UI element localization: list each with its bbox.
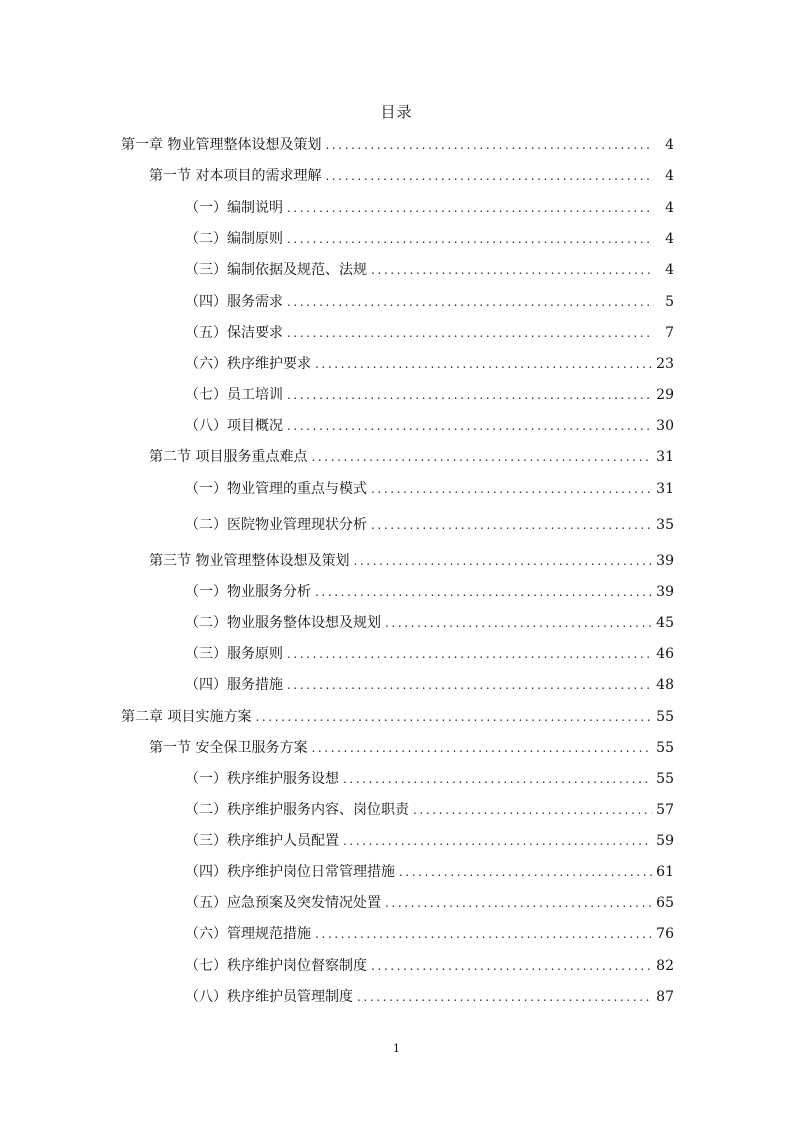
toc-entry-page-number: 61 (656, 864, 674, 880)
toc-entry-page-number: 55 (656, 771, 674, 787)
toc-subsection-entry[interactable] (185, 891, 674, 913)
toc-subsection-entry[interactable] (185, 673, 674, 695)
toc-dot-leader (287, 385, 652, 405)
toc-entry-page-number: 46 (656, 646, 674, 662)
toc-entry-label: （四）服务措施 (185, 677, 283, 693)
toc-subsection-entry[interactable] (185, 798, 674, 820)
toc-subsection-entry[interactable] (185, 922, 674, 944)
toc-entry-page-number: 30 (656, 418, 674, 434)
toc-subsection-entry[interactable] (185, 290, 674, 312)
page-number: 1 (393, 1042, 400, 1055)
toc-entry-label: 第一章 物业管理整体设想及策划 (121, 137, 322, 153)
toc-entry-page-number: 55 (656, 740, 674, 756)
toc-entry-label: 第一节 安全保卫服务方案 (149, 740, 308, 756)
toc-dot-leader (287, 416, 652, 436)
toc-section-entry[interactable] (149, 164, 674, 186)
toc-subsection-entry[interactable] (185, 321, 674, 343)
toc-dot-leader (353, 551, 652, 571)
toc-entry-page-number: 4 (665, 137, 674, 153)
toc-entry-page-number: 4 (665, 262, 674, 278)
toc-entry-page-number: 39 (656, 584, 674, 600)
toc-dot-leader (343, 769, 652, 789)
toc-entry-label: （六）秩序维护要求 (185, 356, 311, 372)
toc-dot-leader (311, 447, 652, 467)
toc-subsection-entry[interactable] (185, 580, 674, 602)
toc-entry-page-number: 5 (665, 294, 674, 310)
toc-dot-leader (315, 924, 652, 944)
toc-subsection-entry[interactable] (185, 352, 674, 374)
toc-entry-page-number: 48 (656, 677, 674, 693)
toc-entry-page-number: 59 (656, 833, 674, 849)
toc-entry-label: （二）物业服务整体设想及规划 (185, 615, 381, 631)
toc-subsection-entry[interactable] (185, 954, 674, 976)
toc-entry-page-number: 35 (656, 517, 674, 533)
toc-subsection-entry[interactable] (185, 860, 674, 882)
toc-entry-label: 第三节 物业管理整体设想及策划 (149, 553, 350, 569)
toc-subsection-entry[interactable] (185, 383, 674, 405)
toc-entry-label: （八）秩序维护员管理制度 (185, 989, 353, 1005)
toc-entry-label: （五）应急预案及突发情况处置 (185, 895, 381, 911)
toc-entry-page-number: 57 (656, 802, 674, 818)
toc-entry-label: （八）项目概况 (185, 418, 283, 434)
toc-subsection-entry[interactable] (185, 829, 674, 851)
toc-dot-leader (413, 800, 652, 820)
toc-dot-leader (385, 613, 652, 633)
toc-entry-label: （三）编制依据及规范、法规 (185, 262, 367, 278)
toc-entry-page-number: 87 (656, 989, 674, 1005)
toc-subsection-entry[interactable] (185, 196, 674, 218)
toc-subsection-entry[interactable] (185, 985, 674, 1007)
toc-entry-page-number: 65 (656, 895, 674, 911)
toc-subsection-entry[interactable] (185, 611, 674, 633)
toc-entry-page-number: 7 (665, 325, 674, 341)
toc-entry-label: （一）物业管理的重点与模式 (185, 481, 367, 497)
toc-entry-label: （三）服务原则 (185, 646, 283, 662)
toc-entry-page-number: 4 (665, 231, 674, 247)
toc-dot-leader (287, 292, 654, 312)
toc-entry-page-number: 29 (656, 387, 674, 403)
toc-entry-page-number: 55 (656, 709, 674, 725)
toc-chapter-entry[interactable] (121, 133, 674, 155)
toc-entry-label: 第二章 项目实施方案 (121, 709, 252, 725)
toc-dot-leader (287, 229, 654, 249)
toc-entry-label: （四）秩序维护岗位日常管理措施 (185, 864, 395, 880)
toc-dot-leader (371, 515, 652, 535)
toc-entry-label: （二）医院物业管理现状分析 (185, 517, 367, 533)
toc-subsection-entry[interactable] (185, 642, 674, 664)
toc-dot-leader (385, 893, 652, 913)
toc-entry-label: （七）秩序维护岗位督察制度 (185, 958, 367, 974)
toc-chapter-entry[interactable] (121, 705, 674, 727)
toc-section-entry[interactable] (149, 445, 674, 467)
toc-section-entry[interactable] (149, 736, 674, 758)
toc-subsection-entry[interactable] (185, 227, 674, 249)
toc-subsection-entry[interactable] (185, 513, 674, 535)
toc-dot-leader (371, 956, 652, 976)
toc-entry-label: （二）编制原则 (185, 231, 283, 247)
toc-entry-label: （六）管理规范措施 (185, 926, 311, 942)
toc-dot-leader (311, 738, 652, 758)
toc-dot-leader (343, 831, 652, 851)
toc-entry-label: （一）秩序维护服务设想 (185, 771, 339, 787)
toc-dot-leader (325, 166, 654, 186)
toc-dot-leader (255, 707, 652, 727)
toc-entry-label: 第一节 对本项目的需求理解 (149, 168, 322, 184)
toc-entry-label: （二）秩序维护服务内容、岗位职责 (185, 802, 409, 818)
toc-entry-page-number: 45 (656, 615, 674, 631)
toc-entry-page-number: 23 (656, 356, 674, 372)
toc-entry-page-number: 76 (656, 926, 674, 942)
toc-dot-leader (371, 260, 654, 280)
toc-entry-page-number: 4 (665, 200, 674, 216)
toc-dot-leader (315, 582, 652, 602)
toc-dot-leader (371, 479, 652, 499)
toc-dot-leader (287, 675, 652, 695)
toc-entry-label: （一）编制说明 (185, 200, 283, 216)
toc-entry-page-number: 82 (656, 958, 674, 974)
toc-entry-page-number: 4 (665, 168, 674, 184)
toc-entry-label: （四）服务需求 (185, 294, 283, 310)
toc-entry-page-number: 31 (656, 449, 674, 465)
toc-dot-leader (287, 323, 654, 343)
toc-dot-leader (357, 987, 652, 1007)
toc-section-entry[interactable] (149, 549, 674, 571)
toc-entry-label: （一）物业服务分析 (185, 584, 311, 600)
toc-entry-page-number: 31 (656, 481, 674, 497)
toc-entry-label: （三）秩序维护人员配置 (185, 833, 339, 849)
toc-dot-leader (399, 862, 652, 882)
toc-subsection-entry[interactable] (185, 414, 674, 436)
toc-subsection-entry[interactable] (185, 477, 674, 499)
toc-title: 目录 (380, 103, 413, 121)
toc-subsection-entry[interactable] (185, 258, 674, 280)
toc-subsection-entry[interactable] (185, 767, 674, 789)
toc-dot-leader (287, 644, 652, 664)
toc-dot-leader (325, 135, 654, 155)
toc-dot-leader (287, 198, 654, 218)
toc-entry-label: （五）保洁要求 (185, 325, 283, 341)
toc-dot-leader (315, 354, 652, 374)
toc-entry-page-number: 39 (656, 553, 674, 569)
toc-entry-label: （七）员工培训 (185, 387, 283, 403)
toc-entry-label: 第二节 项目服务重点难点 (149, 449, 308, 465)
